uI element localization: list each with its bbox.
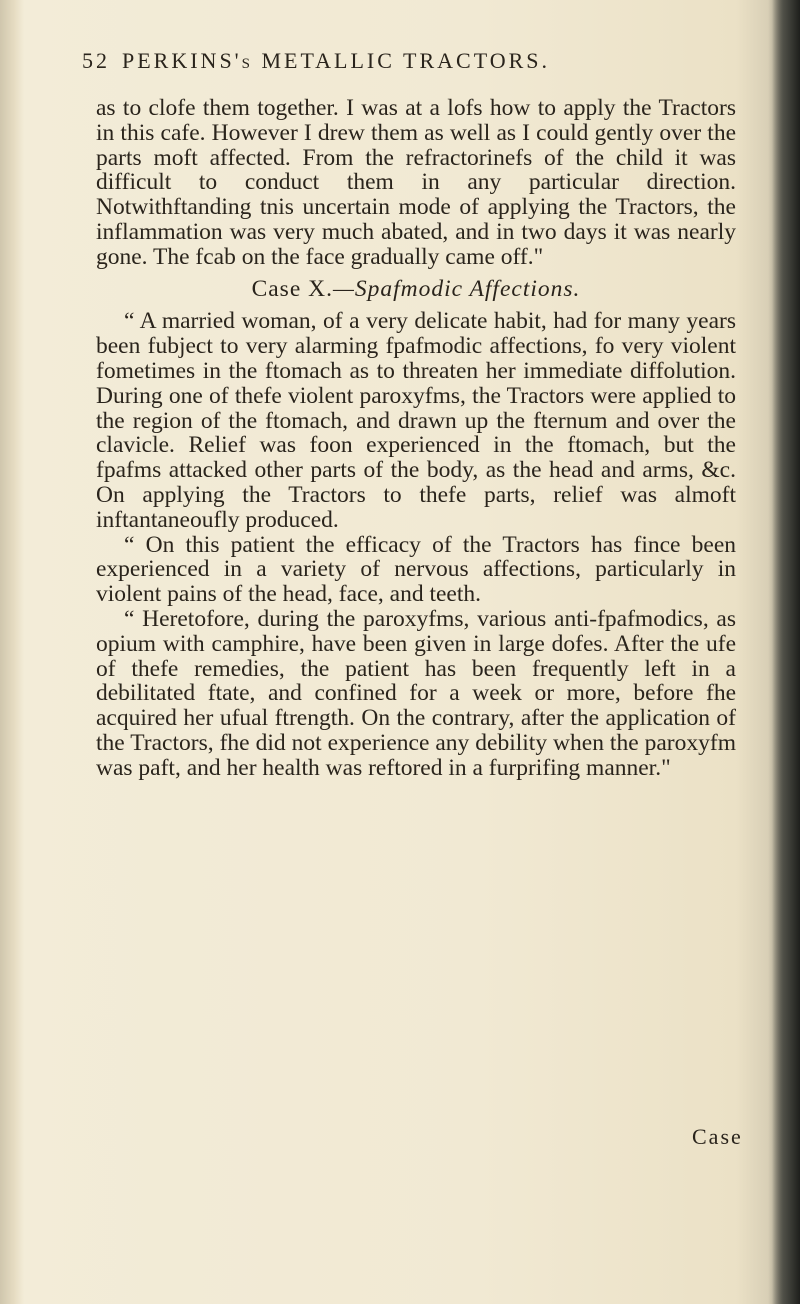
case-title: —Spafmodic Affections. [332, 275, 581, 302]
case-heading [96, 277, 736, 302]
body-text [96, 96, 736, 781]
page-header [82, 44, 732, 84]
binding-gutter-shadow [772, 0, 800, 1304]
running-head: PERKINS's METALLIC TRACTORS. [122, 48, 551, 73]
case-label: Case X. [251, 275, 333, 302]
paragraph-4: “ Heretofore, during the paroxyfms, various anti-fpafmodics, as opium with camphire, have been given in large dofes. After the ufe of thefe remedies, the patient has been frequently left in a debilitated ftate, and confined for a week or more, before fhe acquired her ufual ftrength. On the contrary, after the application of the Tractors, fhe did not experience any debility when the paroxyfm was paft, and her health was reftored in a furprifing manner." [96, 605, 736, 781]
paragraph-1: as to clofe them together. I was at a lofs how to apply the Tractors in this cafe. However I drew them as well as I could gently over the parts moft affected. From the refractorinefs of the child it was difficult to conduct them in any particular direction. Notwithftanding tnis uncertain mode of applying the Tractors, the inflammation was very much abated, and in two days it was nearly gone. The fcab on the face gradually came off." [96, 95, 736, 270]
page-number: 52 [82, 48, 110, 73]
paragraph-2: “ A married woman, of a very delicate habit, had for many years been fubject to very alarming fpafmodic affections, fo very violent fometimes in the ftomach as to threaten her immediate diffolution. During one of thefe violent paroxyfms, the Tractors were applied to the region of the ftomach, and drawn up the fternum and over the clavicle. Relief was foon experienced in the ftomach, but the fpafms attacked other parts of the body, as the head and arms, &c. On applying the Tractors to thefe parts, relief was almoft inftantaneoufly produced. [96, 308, 736, 533]
catchword: Case [692, 1124, 743, 1149]
paragraph-3: “ On this patient the efficacy of the Tractors has fince been experienced in a variety of nervous affections, particularly in violent pains of the head, face, and teeth. [96, 531, 736, 608]
page-left-edge [0, 0, 24, 1304]
